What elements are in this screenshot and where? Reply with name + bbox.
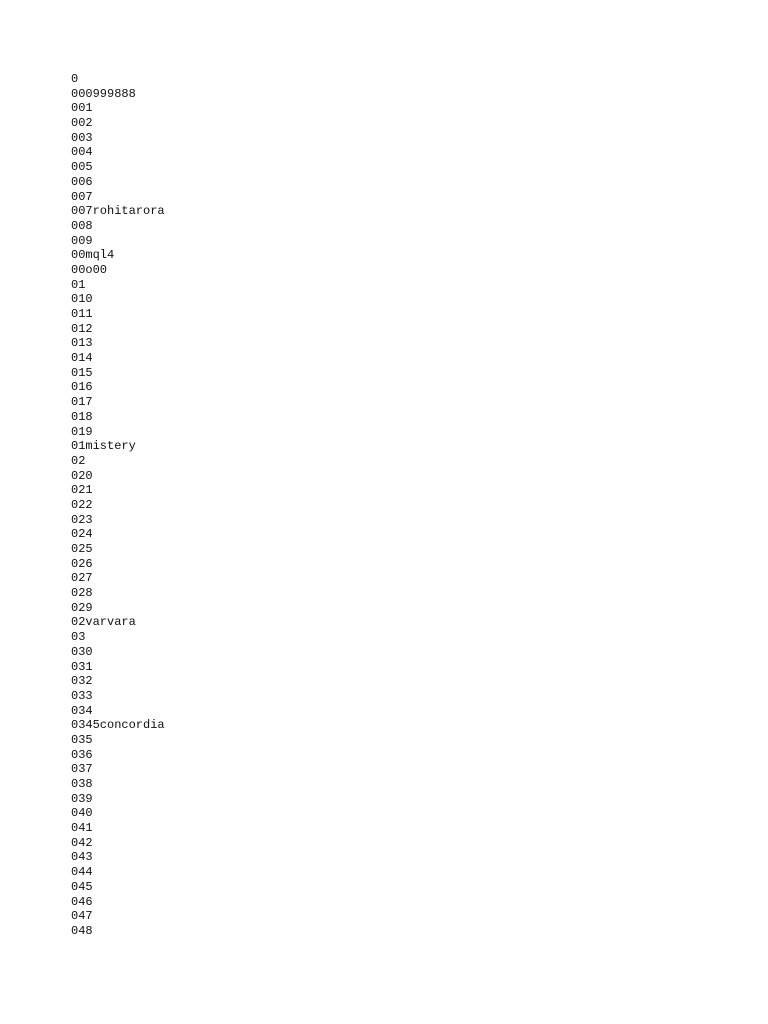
list-item: 0 <box>71 72 79 86</box>
list-item: 039 <box>71 791 93 806</box>
list-item: 027 <box>71 571 93 586</box>
list-item: 012 <box>71 321 93 336</box>
list-item: 043 <box>71 850 93 865</box>
list-item: 042 <box>71 835 93 850</box>
list-item: 008 <box>71 218 93 233</box>
list-item: 002 <box>71 116 93 131</box>
list-item: 025 <box>71 542 93 556</box>
word-list <box>71 72 165 939</box>
list-item: 032 <box>71 674 93 689</box>
list-item: 038 <box>71 777 93 791</box>
list-item: 048 <box>71 923 93 938</box>
list-item: 022 <box>71 497 93 512</box>
list-item: 011 <box>71 307 93 321</box>
list-item: 013 <box>71 336 93 351</box>
list-item: 000999888 <box>71 86 136 101</box>
list-item: 007rohitarora <box>71 204 165 219</box>
list-item: 005 <box>71 160 93 175</box>
list-item: 01mistery <box>71 439 136 454</box>
list-item: 019 <box>71 424 93 439</box>
list-item: 00mql4 <box>71 248 115 263</box>
list-item: 017 <box>71 395 93 410</box>
list-item: 026 <box>71 556 93 571</box>
list-item: 028 <box>71 586 93 601</box>
list-item: 00o00 <box>71 262 108 277</box>
list-item: 021 <box>71 483 93 498</box>
list-item: 01 <box>71 277 86 292</box>
list-item: 034 <box>71 703 93 718</box>
list-item: 045 <box>71 879 93 894</box>
list-item: 035 <box>71 732 93 747</box>
list-item: 033 <box>71 688 93 703</box>
list-item: 001 <box>71 101 93 116</box>
list-item: 016 <box>71 380 93 395</box>
list-item: 029 <box>71 600 93 615</box>
list-item: 006 <box>71 174 93 189</box>
list-item: 0345concordia <box>71 718 165 733</box>
list-item: 018 <box>71 409 93 424</box>
list-item: 037 <box>71 762 93 777</box>
list-item: 004 <box>71 145 93 160</box>
list-item: 031 <box>71 659 93 674</box>
list-item: 009 <box>71 233 93 248</box>
list-item: 003 <box>71 130 93 145</box>
list-item: 023 <box>71 512 93 527</box>
list-item: 015 <box>71 365 93 380</box>
list-item: 007 <box>71 189 93 204</box>
list-item: 044 <box>71 865 93 880</box>
list-item: 02varvara <box>71 615 136 630</box>
list-item: 040 <box>71 806 93 821</box>
list-item: 030 <box>71 644 93 659</box>
list-item: 041 <box>71 821 93 836</box>
list-item: 014 <box>71 351 93 366</box>
list-item: 03 <box>71 630 86 645</box>
list-item: 02 <box>71 453 86 468</box>
list-item: 010 <box>71 292 93 307</box>
list-item: 047 <box>71 909 93 924</box>
list-item: 024 <box>71 527 93 542</box>
list-item: 036 <box>71 747 93 762</box>
list-item: 020 <box>71 468 93 483</box>
list-item: 046 <box>71 894 93 909</box>
